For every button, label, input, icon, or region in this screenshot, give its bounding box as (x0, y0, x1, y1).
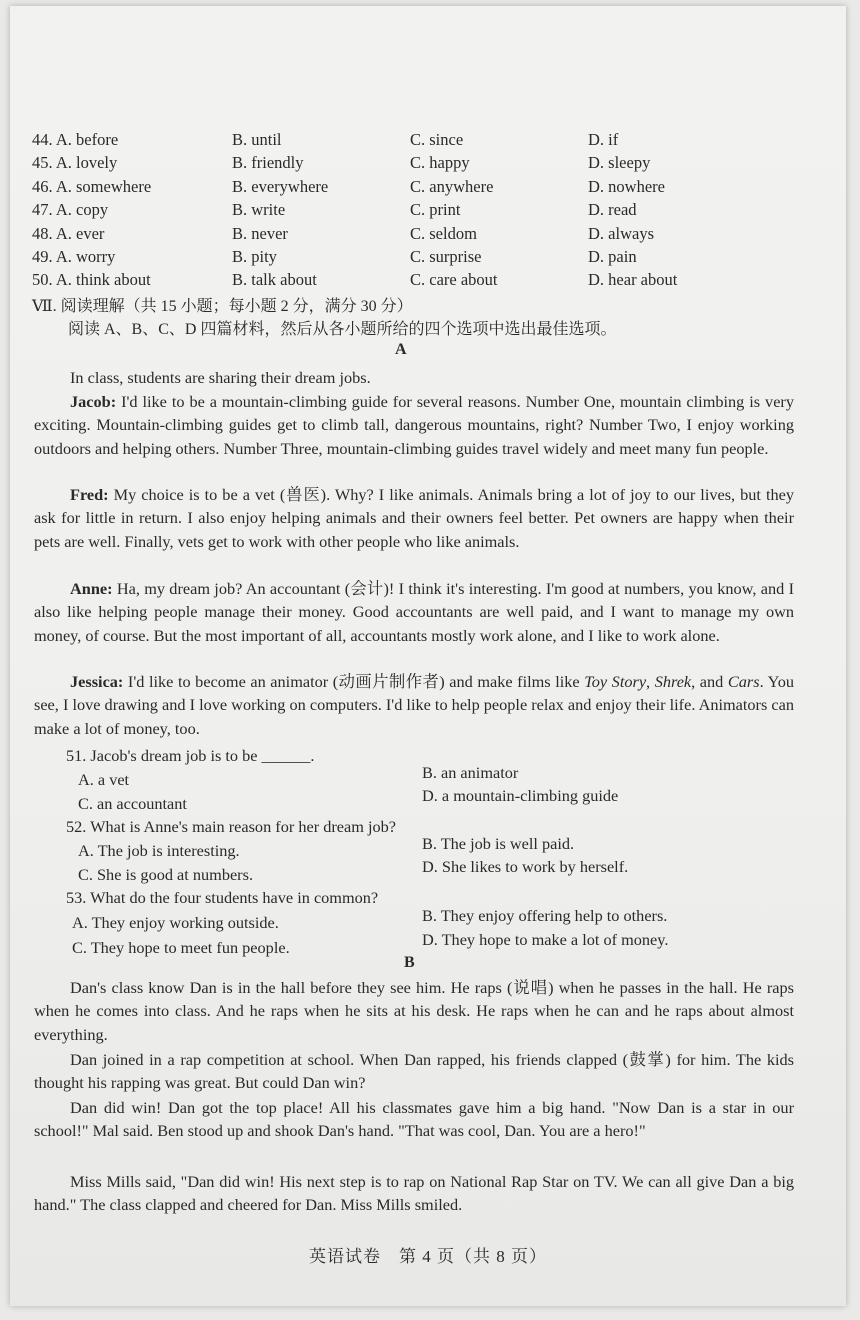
paragraph-anne (34, 577, 794, 647)
option-c: C. since (410, 130, 464, 149)
option-b: B. friendly (232, 153, 304, 173)
question-53: 53. What do the four students have in common? (66, 888, 379, 907)
option-row (32, 128, 732, 151)
option-a: 50. A. think about (32, 270, 151, 290)
passage-b-letter: B (404, 954, 415, 971)
cloze-options (32, 128, 732, 292)
option-d: D. read (588, 200, 637, 220)
answer-option: C. an accountant (78, 794, 187, 813)
speaker-name: Jessica: (70, 672, 124, 691)
answer-option: B. The job is well paid. (422, 834, 575, 853)
option-d: D. nowhere (588, 176, 665, 196)
option-d: D. always (588, 223, 654, 243)
answer-option: A. The job is interesting. (78, 841, 240, 860)
option-a: 46. A. somewhere (32, 176, 152, 196)
separator: , (646, 672, 655, 691)
question-51: 51. Jacob's dream job is to be ______. (66, 746, 315, 765)
paragraph-text: . You see, I love drawing and I love working on computers. I'd like to help people relax and enjoy their life. Animators can make a lot of money, too. (34, 672, 795, 738)
film-title: Shrek (654, 672, 692, 691)
option-b: B. write (232, 200, 286, 220)
speaker-name: Anne: (70, 579, 113, 598)
film-title: Toy Story (584, 672, 647, 691)
option-b: B. pity (232, 246, 277, 266)
answer-option: B. an animator (422, 763, 519, 782)
option-row (32, 175, 732, 198)
option-d: D. if (588, 130, 619, 149)
option-row (32, 222, 732, 245)
film-title: Cars (727, 672, 760, 691)
paragraph-text: My choice is to be a vet (兽医). Why? I like animals. Animals bring a lot of joy to our lives, but they ask for little in return. I also enjoy helping animals and their owners feel better. Pet owners are happy when their pets are well. Finally, vets get to work with other people who like animals. (34, 485, 794, 551)
paragraph-b-2: Dan joined in a rap competition at school. When Dan rapped, his friends clapped (鼓掌) for him. The kids thought his rapping was great. But could Dan win? (34, 1050, 794, 1093)
answer-option: A. They enjoy working outside. (72, 913, 279, 932)
section-title: Ⅶ. 阅读理解（共 15 小题；每小题 2 分，满分 30 分） (32, 298, 413, 315)
option-a: 45. A. lovely (32, 153, 118, 173)
option-c: C. print (410, 200, 461, 220)
option-a: 48. A. ever (32, 223, 105, 243)
answer-option: C. They hope to meet fun people. (72, 938, 290, 957)
answer-option: A. a vet (78, 770, 130, 789)
option-d: D. sleepy (588, 153, 651, 173)
option-d: D. hear about (588, 270, 678, 290)
separator: , and (691, 672, 728, 691)
speaker-name: Jacob: (70, 392, 117, 411)
option-a: 49. A. worry (32, 246, 116, 266)
option-b: B. never (232, 223, 288, 243)
answer-option: D. a mountain-climbing guide (422, 786, 619, 805)
option-a: 44. A. before (32, 130, 119, 149)
paragraph-jessica (34, 670, 794, 740)
option-c: C. anywhere (410, 176, 494, 196)
option-b: B. until (232, 130, 282, 149)
option-d: D. pain (588, 246, 637, 266)
answer-option: D. They hope to make a lot of money. (422, 930, 669, 949)
answer-option: D. She likes to work by herself. (422, 857, 629, 876)
paragraph-text: Ha, my dream job? An accountant (会计)! I think it's interesting. I'm good at numbers, you know, and I also like helping people manage their money. Good accountants are well paid, and I want to manage my own money, of course. But the most important of all, accountants mostly work alone, and I like to work alone. (34, 579, 794, 645)
option-row (32, 268, 732, 291)
paragraph-text: I'd like to be a mountain-climbing guide for several reasons. Number One, mountain climbing is very exciting. Mountain-climbing guides get to climb tall, dangerous mountains, right? Number Two, I enjoy working outdoors and helping others. Number Three, mountain-climbing guides travel widely and meet many fun people. (34, 392, 794, 458)
paragraph-b-1: Dan's class know Dan is in the hall before they see him. He raps (说唱) when he passes in the hall. He raps when he comes into class. And he raps when he sits at his desk. He raps when he can and he raps about almost everything. (34, 978, 794, 1044)
option-c: C. seldom (410, 223, 477, 243)
section-instruction: 阅读 A、B、C、D 四篇材料，然后从各小题所给的四个选项中选出最佳选项。 (68, 321, 617, 338)
paragraph-b-4: Miss Mills said, "Dan did win! His next step is to rap on National Rap Star on TV. We can all give Dan a big hand." The class clapped and cheered for Dan. Miss Mills smiled. (34, 1172, 794, 1215)
passage-a-intro: In class, students are sharing their dream jobs. (70, 368, 371, 387)
paragraph-jacob (34, 390, 794, 460)
option-b: B. everywhere (232, 176, 329, 196)
page-footer: 英语试卷 第 4 页（共 8 页） (309, 1247, 547, 1266)
option-c: C. care about (410, 270, 498, 290)
exam-page (10, 6, 846, 1306)
answer-option: B. They enjoy offering help to others. (422, 906, 668, 925)
option-row (32, 198, 732, 221)
paragraph-b-3: Dan did win! Dan got the top place! All his classmates gave him a big hand. "Now Dan is a star in our school!" Mal said. Ben stood up and shook Dan's hand. "That was cool, Dan. You are a hero!" (34, 1098, 794, 1141)
option-c: C. happy (410, 153, 470, 173)
paragraph-fred (34, 483, 794, 553)
answer-option: C. She is good at numbers. (78, 865, 254, 884)
speaker-name: Fred: (70, 485, 109, 504)
option-c: C. surprise (410, 246, 482, 266)
passage-a-letter: A (395, 341, 407, 358)
paragraph-text: I'd like to become an animator (动画片制作者) and make films like (123, 672, 585, 691)
option-row (32, 245, 732, 268)
option-row (32, 151, 732, 174)
option-a: 47. A. copy (32, 200, 109, 220)
option-b: B. talk about (232, 270, 317, 290)
question-52: 52. What is Anne's main reason for her dream job? (66, 817, 396, 836)
